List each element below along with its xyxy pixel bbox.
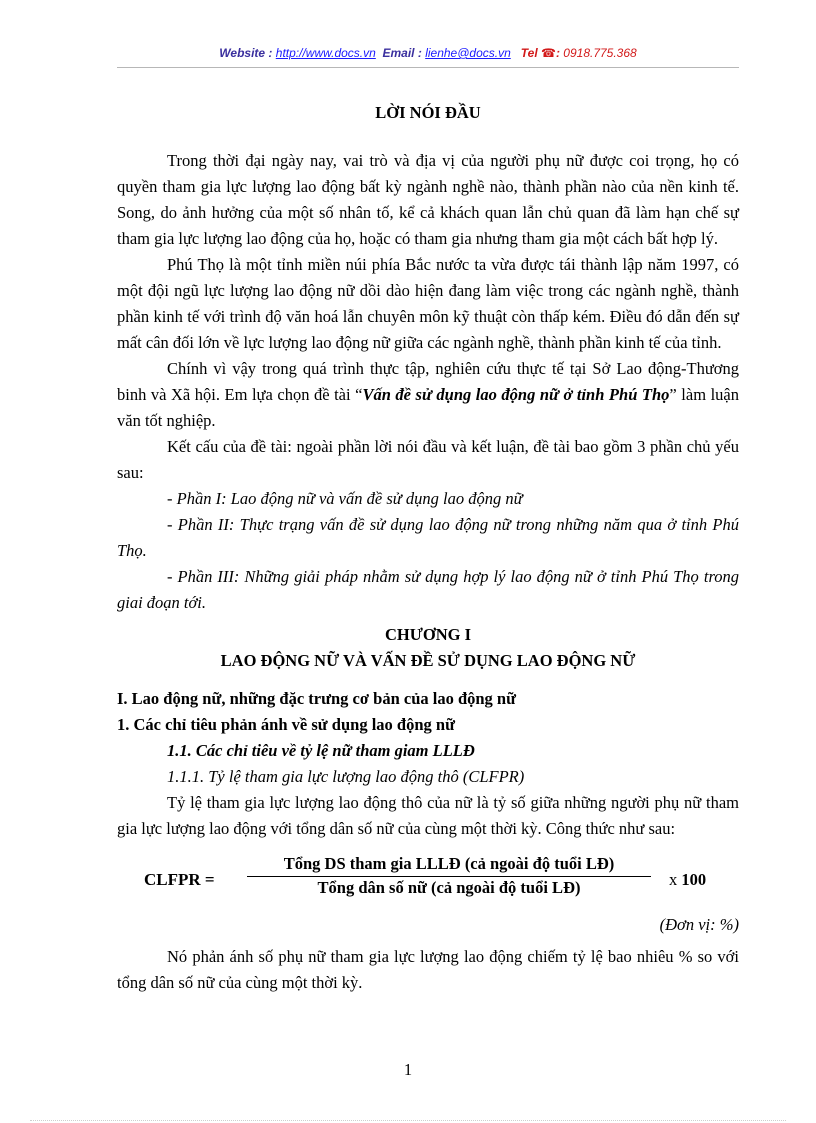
intro-paragraph-2: Phú Thọ là một tỉnh miền núi phía Bắc nước ta vừa được tái thành lập năm 1997, có một đội ngũ lực lượng lao động nữ dồi dào hiện đang làm việc trong các ngành nghề, thành phần kinh tế với trình độ văn hoá lẫn chuyên môn kỹ thuật còn thấp kém. Điều đó dẫn đến sự mất cân đối lớn về lực lượng lao động nữ giữa các ngành nghề, thành phần kinh tế của tỉnh.: [117, 255, 739, 352]
intro-paragraph-4: Kết cấu của đề tài: ngoài phần lời nói đầu và kết luận, đề tài bao gồm 3 phần chủ yếu sau:: [117, 437, 739, 482]
document-body: [117, 100, 739, 996]
formula-numerator: Tổng DS tham gia LLLĐ (cả ngoài độ tuổi LĐ): [283, 854, 615, 873]
formula-lhs: CLFPR =: [144, 870, 215, 889]
definition-paragraph: Tỷ lệ tham gia lực lượng lao động thô của nữ là tỷ số giữa những người phụ nữ tham gia lực lượng lao động với tổng dân số nữ của cùng một thời kỳ. Công thức như sau:: [117, 793, 739, 838]
p3-end: ” làm luận văn tốt nghiệp.: [117, 385, 739, 430]
website-label: Website :: [219, 46, 273, 60]
chapter-number: CHƯƠNG I: [384, 625, 471, 644]
footer-divider: [30, 1120, 786, 1121]
page-header: [117, 46, 739, 60]
part-item-2: - Phần II: Thực trạng vấn đề sử dụng lao động nữ trong những năm qua ở tỉnh Phú Thọ.: [117, 515, 739, 560]
header-divider: [117, 67, 739, 68]
page-number: 1: [403, 1060, 413, 1079]
unit-note: (Đơn vị: %): [659, 915, 739, 934]
formula-fraction: [245, 852, 653, 899]
closing-paragraph: Nó phản ánh số phụ nữ tham gia lực lượng lao động chiếm tỷ lệ bao nhiêu % so với tổng dân số nữ của cùng một thời kỳ.: [117, 947, 739, 992]
formula-multiplier: [669, 870, 706, 890]
p3-start: Chính vì vậy trong quá trình thực tập, nghiên cứu thực tế tại Sở Lao động-Thương binh và Xã hội. Em lựa chọn đề tài “: [117, 359, 739, 404]
section-heading-4: 1.1.1. Tỷ lệ tham gia lực lượng lao động thô (CLFPR): [167, 767, 525, 786]
chapter-title: LAO ĐỘNG NỮ VÀ VẤN ĐỀ SỬ DỤNG LAO ĐỘNG NỮ: [220, 651, 636, 670]
clfpr-formula: [117, 852, 739, 912]
intro-paragraph-1: Trong thời đại ngày nay, vai trò và địa vị của người phụ nữ được coi trọng, họ có quyền tham gia lực lượng lao động bất kỳ ngành nghề nào, thành phần nào của nền kinh tế. Song, do ảnh hưởng của một số nhân tố, kể cả khách quan lẫn chủ quan đã làm hạn chế sự tham gia lực lượng lao động của họ, hoặc có tham gia nhưng tham gia một cách bất hợp lý.: [117, 151, 739, 248]
formula-denominator: Tổng dân số nữ (cả ngoài độ tuổi LĐ): [317, 878, 581, 897]
section-heading-2: 1. Các chỉ tiêu phản ánh về sử dụng lao động nữ: [117, 715, 455, 734]
website-link[interactable]: http://www.docs.vn: [275, 46, 376, 60]
topic-title: Vấn đề sử dụng lao động nữ ở tỉnh Phú Thọ: [362, 385, 670, 404]
section-heading-3: 1.1. Các chỉ tiêu về tỷ lệ nữ tham giam LLLĐ: [167, 741, 475, 760]
email-link[interactable]: lienhe@docs.vn: [425, 46, 511, 60]
intro-paragraph-3: [117, 356, 739, 434]
section-heading-1: I. Lao động nữ, những đặc trưng cơ bản của lao động nữ: [117, 689, 517, 708]
tel-label: Tel ☎:: [520, 46, 560, 60]
times-sign: x: [669, 870, 678, 889]
page-title: LỜI NÓI ĐẦU: [375, 103, 481, 122]
tel-number: 0918.775.368: [563, 46, 637, 60]
part-item-3: - Phần III: Những giải pháp nhằm sử dụng hợp lý lao động nữ ở tỉnh Phú Thọ trong giai đoạn tới.: [117, 567, 739, 612]
email-label: Email :: [382, 46, 422, 60]
part-item-1: - Phần I: Lao động nữ và vấn đề sử dụng lao động nữ: [167, 489, 523, 508]
factor-value: 100: [681, 870, 707, 889]
